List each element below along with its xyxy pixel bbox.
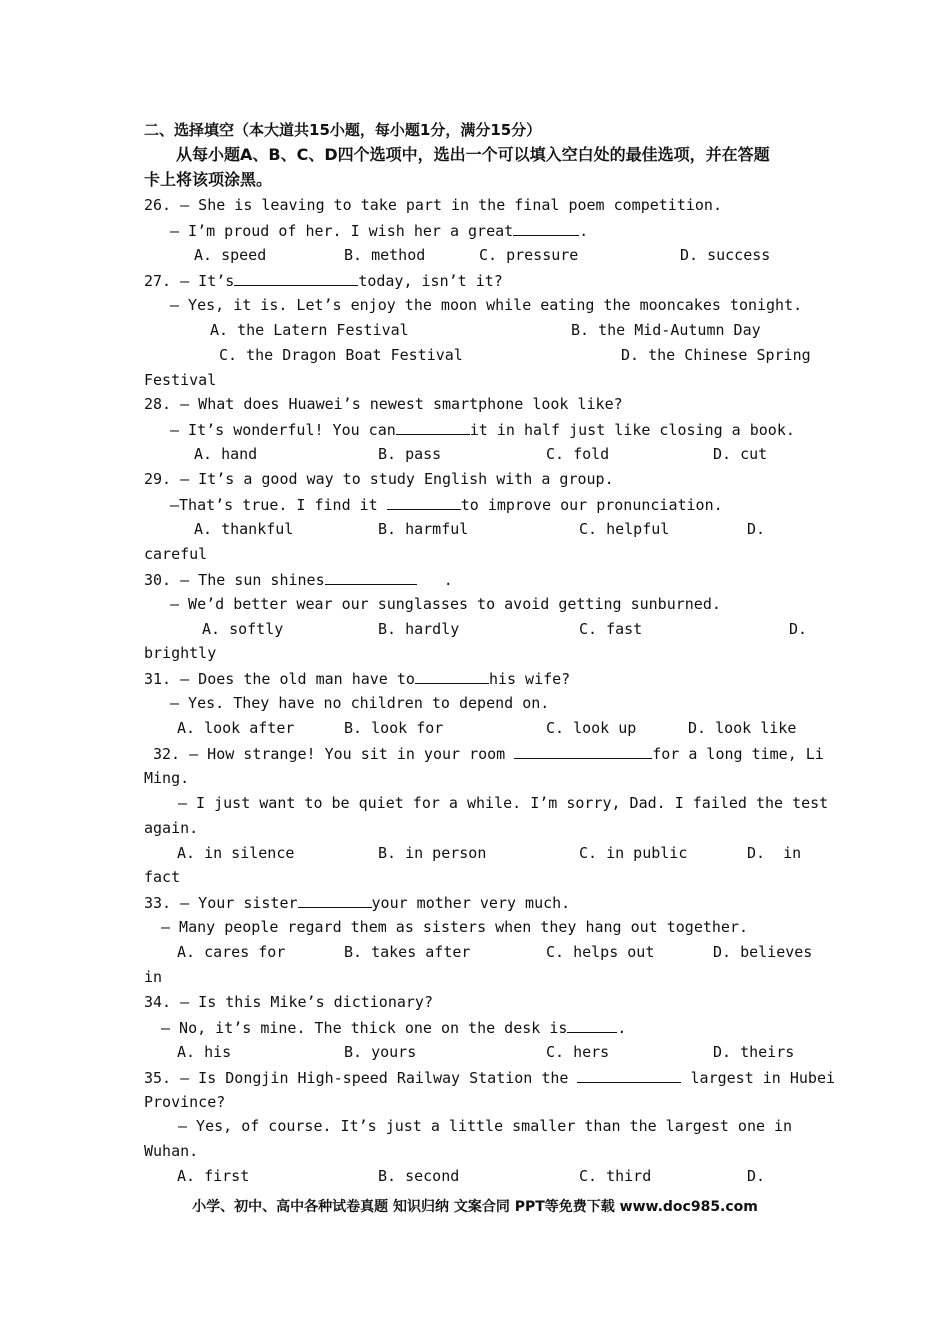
q28-option-d[interactable]: D. cut — [713, 445, 768, 463]
q35-reply: — Yes, of course. It’s just a little smaller than the largest one in — [178, 1117, 793, 1135]
q28-reply: — It’s wonderful! You can it in half just like closing a book. — [170, 421, 795, 439]
q26-option-b[interactable]: B. method — [344, 246, 426, 264]
answer-blank — [513, 220, 579, 236]
q26-option-c[interactable]: C. pressure — [479, 246, 579, 264]
q30-option-a[interactable]: A. softly — [202, 620, 284, 638]
q28-option-c[interactable]: C. fold — [546, 445, 610, 463]
q34-option-d[interactable]: D. theirs — [713, 1043, 795, 1061]
q35-stem: 35. — Is Dongjin High-speed Railway Station the largest in Hubei — [144, 1069, 836, 1087]
q31-reply: — Yes. They have no children to depend on. — [170, 694, 550, 712]
q29-option-d-wrap: careful — [144, 545, 208, 563]
q30-option-b[interactable]: B. hardly — [378, 620, 460, 638]
q35-stem-wrap: Province? — [144, 1093, 226, 1111]
q32-option-d-wrap: fact — [144, 868, 181, 886]
q34-option-a[interactable]: A. his — [177, 1043, 232, 1061]
q33-option-a[interactable]: A. cares for — [177, 943, 286, 961]
answer-blank — [234, 270, 358, 286]
q27-option-d-wrap: Festival — [144, 371, 217, 389]
answer-blank — [577, 1067, 681, 1083]
q30-stem: 30. — The sun shines . — [144, 571, 453, 589]
answer-blank — [514, 743, 652, 759]
q33-option-c[interactable]: C. helps out — [546, 943, 655, 961]
q26-reply: — I’m proud of her. I wish her a great . — [170, 222, 589, 240]
q32-option-a[interactable]: A. in silence — [177, 844, 295, 862]
q29-option-c[interactable]: C. helpful — [579, 520, 670, 538]
answer-blank — [415, 668, 489, 684]
q31-stem: 31. — Does the old man have to his wife? — [144, 670, 571, 688]
q27-option-a[interactable]: A. the Latern Festival — [210, 321, 409, 339]
answer-blank — [567, 1017, 617, 1033]
q27-stem: 27. — It’s today, isn’t it? — [144, 272, 503, 290]
q30-option-d-wrap: brightly — [144, 644, 217, 662]
q32-option-c[interactable]: C. in public — [579, 844, 688, 862]
instruction-line-2: 卡上将该项涂黑。 — [144, 170, 273, 189]
q31-option-c[interactable]: C. look up — [546, 719, 637, 737]
instruction-line-1: 从每小题A、B、C、D四个选项中，选出一个可以填入空白处的最佳选项，并在答题 — [176, 145, 770, 164]
q32-reply: — I just want to be quiet for a while. I’m sorry, Dad. I failed the test — [178, 794, 829, 812]
q34-option-b[interactable]: B. yours — [344, 1043, 417, 1061]
q29-option-b[interactable]: B. harmful — [378, 520, 469, 538]
q31-option-d[interactable]: D. look like — [688, 719, 797, 737]
q31-option-b[interactable]: B. look for — [344, 719, 444, 737]
q35-option-d[interactable]: D. — [747, 1167, 766, 1185]
q30-reply: — We’d better wear our sunglasses to avoid getting sunburned. — [170, 595, 721, 613]
q33-stem: 33. — Your sister your mother very much. — [144, 894, 571, 912]
q32-stem-wrap: Ming. — [144, 769, 190, 787]
q35-option-a[interactable]: A. first — [177, 1167, 250, 1185]
q32-stem: 32. — How strange! You sit in your room for a long time, Li — [153, 745, 824, 763]
q33-option-d[interactable]: D. believes — [713, 943, 813, 961]
q31-option-a[interactable]: A. look after — [177, 719, 295, 737]
q29-option-a[interactable]: A. thankful — [194, 520, 294, 538]
q34-reply: — No, it’s mine. The thick one on the desk is . — [161, 1019, 627, 1037]
q34-option-c[interactable]: C. hers — [546, 1043, 610, 1061]
q27-option-b[interactable]: B. the Mid-Autumn Day — [571, 321, 761, 339]
q28-option-a[interactable]: A. hand — [194, 445, 258, 463]
q28-stem: 28. — What does Huawei’s newest smartphone look like? — [144, 395, 623, 413]
q33-option-b[interactable]: B. takes after — [344, 943, 471, 961]
q27-option-c[interactable]: C. the Dragon Boat Festival — [219, 346, 463, 364]
q26-option-a[interactable]: A. speed — [194, 246, 267, 264]
footer-banner: 小学、初中、高中各种试卷真题 知识归纳 文案合同 PPT等免费下载 www.doc985.com — [192, 1199, 758, 1215]
q32-option-d[interactable]: D. in — [747, 844, 802, 862]
q30-option-d[interactable]: D. — [789, 620, 808, 638]
q28-option-b[interactable]: B. pass — [378, 445, 442, 463]
answer-blank — [325, 569, 417, 585]
q27-option-d[interactable]: D. the Chinese Spring — [621, 346, 811, 364]
q29-reply: —That’s true. I find it to improve our pronunciation. — [170, 496, 723, 514]
q34-stem: 34. — Is this Mike’s dictionary? — [144, 993, 433, 1011]
q29-stem: 29. — It’s a good way to study English with a group. — [144, 470, 614, 488]
q35-option-c[interactable]: C. third — [579, 1167, 652, 1185]
section-title: 二、选择填空（本大道共15小题，每小题1分，满分15分） — [144, 121, 542, 139]
q26-stem: 26. — She is leaving to take part in the final poem competition. — [144, 196, 722, 214]
q33-reply: — Many people regard them as sisters when they hang out together. — [161, 918, 748, 936]
answer-blank — [387, 494, 461, 510]
answer-blank — [298, 892, 372, 908]
q33-option-d-wrap: in — [144, 968, 163, 986]
q32-option-b[interactable]: B. in person — [378, 844, 487, 862]
answer-blank — [396, 419, 470, 435]
q35-reply-wrap: Wuhan. — [144, 1142, 199, 1160]
q27-reply: — Yes, it is. Let’s enjoy the moon while eating the mooncakes tonight. — [170, 296, 803, 314]
q26-option-d[interactable]: D. success — [680, 246, 771, 264]
q32-reply-wrap: again. — [144, 819, 199, 837]
q30-option-c[interactable]: C. fast — [579, 620, 643, 638]
q29-option-d[interactable]: D. — [747, 520, 766, 538]
q35-option-b[interactable]: B. second — [378, 1167, 460, 1185]
